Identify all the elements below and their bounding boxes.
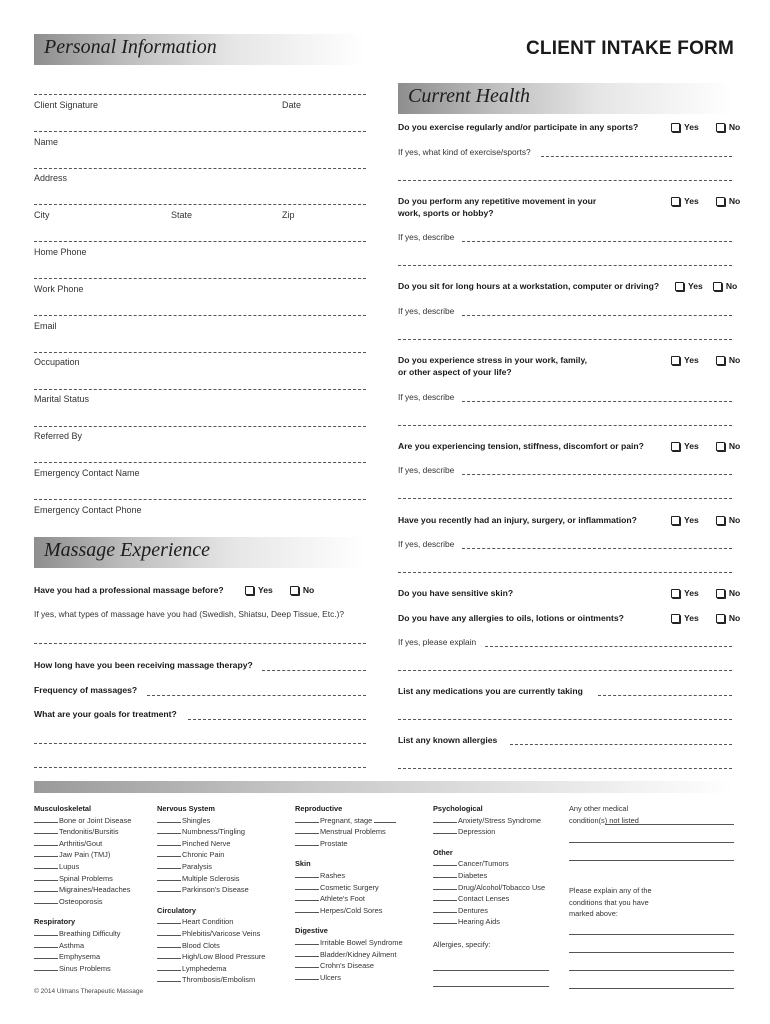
yes-label: Yes (684, 613, 699, 623)
medications-question: List any medications you are currently taking (398, 686, 583, 696)
condition-item[interactable]: Pregnant, stage (295, 815, 403, 827)
yes-label: Yes (684, 515, 699, 525)
work-phone-label: Work Phone (34, 284, 84, 294)
condition-item[interactable]: Drug/Alcohol/Tobacco Use (433, 882, 545, 894)
nervous-system-heading: Nervous System (157, 804, 215, 813)
goals-question: What are your goals for treatment? (34, 709, 177, 719)
massage-before-yes-no (245, 585, 314, 595)
yes-label: Yes (684, 122, 699, 132)
condition-item[interactable]: Parkinson's Disease (157, 884, 265, 896)
name-line[interactable] (34, 131, 366, 132)
marital-status-line[interactable] (34, 389, 366, 390)
name-label: Name (34, 137, 59, 147)
no-label: No (728, 588, 741, 598)
condition-item[interactable]: Breathing Difficulty (34, 928, 131, 940)
condition-item[interactable]: Hearing Aids (433, 916, 545, 928)
explain-line-2[interactable] (569, 952, 734, 953)
yes-label: Yes (684, 196, 699, 206)
condition-item[interactable]: Blood Clots (157, 940, 265, 952)
sitting-follow-prompt: If yes, describe (398, 306, 455, 316)
condition-item[interactable]: Athlete's Foot (295, 893, 403, 905)
condition-item[interactable]: Herpes/Cold Sores (295, 905, 403, 917)
massage-experience-banner (34, 537, 366, 568)
massage-before-question: Have you had a professional massage before? (34, 585, 224, 595)
tension-follow-line[interactable] (462, 474, 732, 475)
condition-item[interactable]: Chronic Pain (157, 849, 265, 861)
marital-status-label: Marital Status (34, 394, 90, 404)
explain-line-3[interactable] (569, 970, 734, 971)
copyright-footer: © 2014 Ulmans Therapeutic Massage (34, 988, 144, 995)
oil-allergies-yes-no (671, 613, 740, 623)
reproductive-heading: Reproductive (295, 804, 343, 813)
yes-checkbox[interactable] (245, 586, 254, 595)
date-label: Date (282, 100, 302, 110)
stress-follow-line[interactable] (462, 401, 732, 402)
explain-line-4[interactable] (569, 988, 734, 989)
goals-line-3[interactable] (34, 767, 366, 768)
condition-item[interactable]: Pinched Nerve (157, 838, 265, 850)
condition-item[interactable]: Lymphedema (157, 963, 265, 975)
condition-item[interactable]: Contact Lenses (433, 893, 545, 905)
condition-item[interactable]: Multiple Sclerosis (157, 873, 265, 885)
how-long-question: How long have you been receiving massage therapy? (34, 660, 253, 670)
frequency-question: Frequency of massages? (34, 685, 138, 695)
condition-item[interactable]: Shingles (157, 815, 265, 827)
medications-line-2[interactable] (398, 719, 732, 720)
how-long-line[interactable] (262, 670, 366, 671)
condition-item[interactable]: Phlebitis/Varicose Veins (157, 928, 265, 940)
reproductive-skin-digestive-column (295, 803, 403, 983)
circulatory-heading: Circulatory (157, 905, 197, 915)
exercise-follow-line[interactable] (541, 156, 732, 157)
musculoskeletal-heading: Musculoskeletal (34, 804, 92, 813)
sensitive-skin-question: Do you have sensitive skin? (398, 588, 514, 598)
condition-item[interactable]: Asthma (34, 940, 131, 952)
no-checkbox[interactable] (716, 442, 725, 451)
email-line[interactable] (34, 315, 366, 316)
sitting-yes-no (675, 281, 737, 291)
stress-follow-line-2[interactable] (398, 425, 732, 426)
referred-by-label: Referred By (34, 431, 83, 441)
allergies-specify-line-2[interactable] (433, 986, 549, 987)
condition-item[interactable]: Cancer/Tumors (433, 858, 545, 870)
yes-checkbox[interactable] (671, 442, 680, 451)
condition-item[interactable]: Emphysema (34, 951, 131, 963)
tension-follow-prompt: If yes, describe (398, 465, 455, 475)
yes-checkbox[interactable] (671, 614, 680, 623)
injury-follow-line-2[interactable] (398, 572, 732, 573)
condition-item[interactable]: Bone or Joint Disease (34, 815, 131, 827)
tension-follow-line-2[interactable] (398, 498, 732, 499)
explain-line[interactable] (569, 934, 734, 935)
sitting-follow-line[interactable] (462, 315, 732, 316)
no-label: No (728, 441, 741, 451)
no-checkbox[interactable] (290, 586, 299, 595)
massage-types-prompt: If yes, what types of massage have you had (Swedish, Shiatsu, Deep Tissue, Etc.)? (34, 609, 345, 619)
repetitive-follow-prompt: If yes, describe (398, 232, 455, 242)
condition-item[interactable]: Anxiety/Stress Syndrome (433, 815, 545, 827)
zip-label: Zip (282, 210, 295, 220)
respiratory-heading: Respiratory (34, 917, 76, 927)
skin-heading: Skin (295, 859, 311, 869)
condition-item[interactable]: Arthritis/Gout (34, 838, 131, 850)
exercise-yes-no (671, 122, 740, 132)
exercise-follow-prompt: If yes, what kind of exercise/sports? (398, 147, 531, 157)
condition-item[interactable]: Dentures (433, 905, 545, 917)
known-allergies-question: List any known allergies (398, 735, 498, 745)
known-allergies-line-2[interactable] (398, 768, 732, 769)
injury-follow-line[interactable] (462, 548, 732, 549)
musculoskeletal-column (34, 803, 131, 974)
tension-yes-no (671, 441, 740, 451)
email-label: Email (34, 321, 57, 331)
no-checkbox[interactable] (716, 516, 725, 525)
allergies-specify-line[interactable] (433, 970, 549, 971)
yes-checkbox[interactable] (671, 516, 680, 525)
no-label: No (302, 585, 315, 595)
emergency-name-label: Emergency Contact Name (34, 468, 140, 478)
digestive-heading: Digestive (295, 926, 328, 936)
oil-allergies-question: Do you have any allergies to oils, lotions or ointments? (398, 613, 624, 623)
yes-label: Yes (258, 585, 273, 595)
psychological-other-column (433, 803, 545, 951)
tension-question: Are you experiencing tension, stiffness, discomfort or pain? (398, 441, 644, 451)
no-label: No (728, 613, 741, 623)
condition-item[interactable]: Jaw Pain (TMJ) (34, 849, 131, 861)
yes-label: Yes (684, 588, 699, 598)
conditions-divider-bar (34, 781, 734, 793)
injury-follow-prompt: If yes, describe (398, 539, 455, 549)
condition-item[interactable]: Cosmetic Surgery (295, 882, 403, 894)
massage-experience-heading: Massage Experience (44, 539, 211, 561)
condition-item[interactable]: Menstrual Problems (295, 826, 403, 838)
no-checkbox[interactable] (716, 589, 725, 598)
exercise-question: Do you exercise regularly and/or participate in any sports? (398, 122, 639, 132)
form-title: CLIENT INTAKE FORM (525, 38, 734, 59)
condition-item[interactable]: Irritable Bowel Syndrome (295, 937, 403, 949)
other-heading: Other (433, 847, 453, 857)
no-label: No (728, 515, 741, 525)
occupation-line[interactable] (34, 352, 366, 353)
massage-types-line[interactable] (34, 643, 366, 644)
oil-allergies-follow-line[interactable] (485, 646, 732, 647)
other-medical-line[interactable] (605, 824, 734, 825)
repetitive-follow-line-2[interactable] (398, 265, 732, 266)
condition-item[interactable]: Spinal Problems (34, 873, 131, 885)
condition-item[interactable]: Prostate (295, 838, 403, 850)
yes-checkbox[interactable] (671, 356, 680, 365)
condition-item[interactable]: Diabetes (433, 870, 545, 882)
sitting-follow-line-2[interactable] (398, 339, 732, 340)
other-medical-line-2[interactable] (569, 842, 734, 843)
explain-label: Please explain any of the conditions that you have marked above: (569, 886, 652, 919)
personal-info-banner (34, 34, 366, 65)
sitting-question: Do you sit for long hours at a workstation, computer or driving? (398, 281, 660, 291)
condition-item[interactable]: Lupus (34, 861, 131, 873)
emergency-phone-label: Emergency Contact Phone (34, 505, 142, 515)
yes-checkbox[interactable] (671, 123, 680, 132)
no-label: No (728, 196, 741, 206)
psychological-heading: Psychological (433, 804, 483, 813)
oil-allergies-follow-line-2[interactable] (398, 670, 732, 671)
other-medical-column (569, 803, 709, 826)
goals-line-2[interactable] (34, 743, 366, 744)
condition-item[interactable]: Thrombosis/Embolism (157, 974, 265, 986)
personal-info-heading: Personal Information (44, 36, 217, 58)
repetitive-yes-no (671, 196, 740, 206)
condition-item[interactable]: Tendonitis/Bursitis (34, 826, 131, 838)
yes-label: Yes (684, 355, 699, 365)
condition-item[interactable]: Crohn's Disease (295, 960, 403, 972)
injury-yes-no (671, 515, 740, 525)
condition-item[interactable]: Sinus Problems (34, 963, 131, 975)
stress-follow-prompt: If yes, describe (398, 392, 455, 402)
injury-question: Have you recently had an injury, surgery, or inflammation? (398, 515, 637, 525)
no-label: No (728, 355, 741, 365)
yes-checkbox[interactable] (675, 282, 684, 291)
condition-item[interactable]: Paralysis (157, 861, 265, 873)
other-medical-line-3[interactable] (569, 860, 734, 861)
work-phone-line[interactable] (34, 278, 366, 279)
condition-item[interactable]: Depression (433, 826, 545, 838)
referred-by-line[interactable] (34, 426, 366, 427)
goals-line[interactable] (188, 719, 366, 720)
no-label: No (725, 281, 738, 291)
condition-item[interactable]: Bladder/Kidney Ailment (295, 949, 403, 961)
current-health-heading: Current Health (408, 85, 531, 107)
yes-label: Yes (684, 441, 699, 451)
condition-item[interactable]: High/Low Blood Pressure (157, 951, 265, 963)
address-label: Address (34, 173, 68, 183)
no-label: No (728, 122, 741, 132)
condition-item[interactable]: Numbness/Tingling (157, 826, 265, 838)
emergency-phone-line[interactable] (34, 499, 366, 500)
city-label: City (34, 210, 50, 220)
stress-question: Do you experience stress in your work, family, or other aspect of your life? (398, 355, 587, 377)
stress-yes-no (671, 355, 740, 365)
emergency-name-line[interactable] (34, 462, 366, 463)
repetitive-follow-line[interactable] (462, 241, 732, 242)
other-medical-label: Any other medical condition(s) not listed (569, 804, 639, 825)
state-label: State (171, 210, 193, 220)
oil-allergies-follow-prompt: If yes, please explain (398, 637, 477, 647)
repetitive-question: Do you perform any repetitive movement in your work, sports or hobby? (398, 196, 597, 218)
nervous-circulatory-column (157, 803, 265, 986)
condition-item[interactable]: Osteoporosis (34, 896, 131, 908)
client-signature-label: Client Signature (34, 100, 99, 110)
yes-checkbox[interactable] (671, 589, 680, 598)
city-state-zip-line[interactable] (34, 204, 366, 205)
condition-item[interactable]: Rashes (295, 870, 403, 882)
exercise-follow-line-2[interactable] (398, 180, 732, 181)
home-phone-label: Home Phone (34, 247, 87, 257)
yes-checkbox[interactable] (671, 197, 680, 206)
no-checkbox[interactable] (713, 282, 722, 291)
occupation-label: Occupation (34, 357, 80, 367)
explain-prompt (569, 885, 669, 920)
condition-item[interactable]: Ulcers (295, 972, 403, 984)
frequency-line[interactable] (147, 695, 366, 696)
current-health-banner (398, 83, 734, 114)
home-phone-line[interactable] (34, 241, 366, 242)
no-checkbox[interactable] (716, 614, 725, 623)
condition-item[interactable]: Heart Condition (157, 916, 265, 928)
signature-line[interactable] (34, 94, 366, 95)
no-checkbox[interactable] (716, 197, 725, 206)
medications-line[interactable] (598, 695, 732, 696)
yes-label: Yes (688, 281, 703, 291)
allergies-specify-label: Allergies, specify: (433, 939, 491, 949)
condition-item[interactable]: Migraines/Headaches (34, 884, 131, 896)
no-checkbox[interactable] (716, 356, 725, 365)
address-line[interactable] (34, 168, 366, 169)
no-checkbox[interactable] (716, 123, 725, 132)
known-allergies-line[interactable] (510, 744, 732, 745)
sensitive-skin-yes-no (671, 588, 740, 598)
